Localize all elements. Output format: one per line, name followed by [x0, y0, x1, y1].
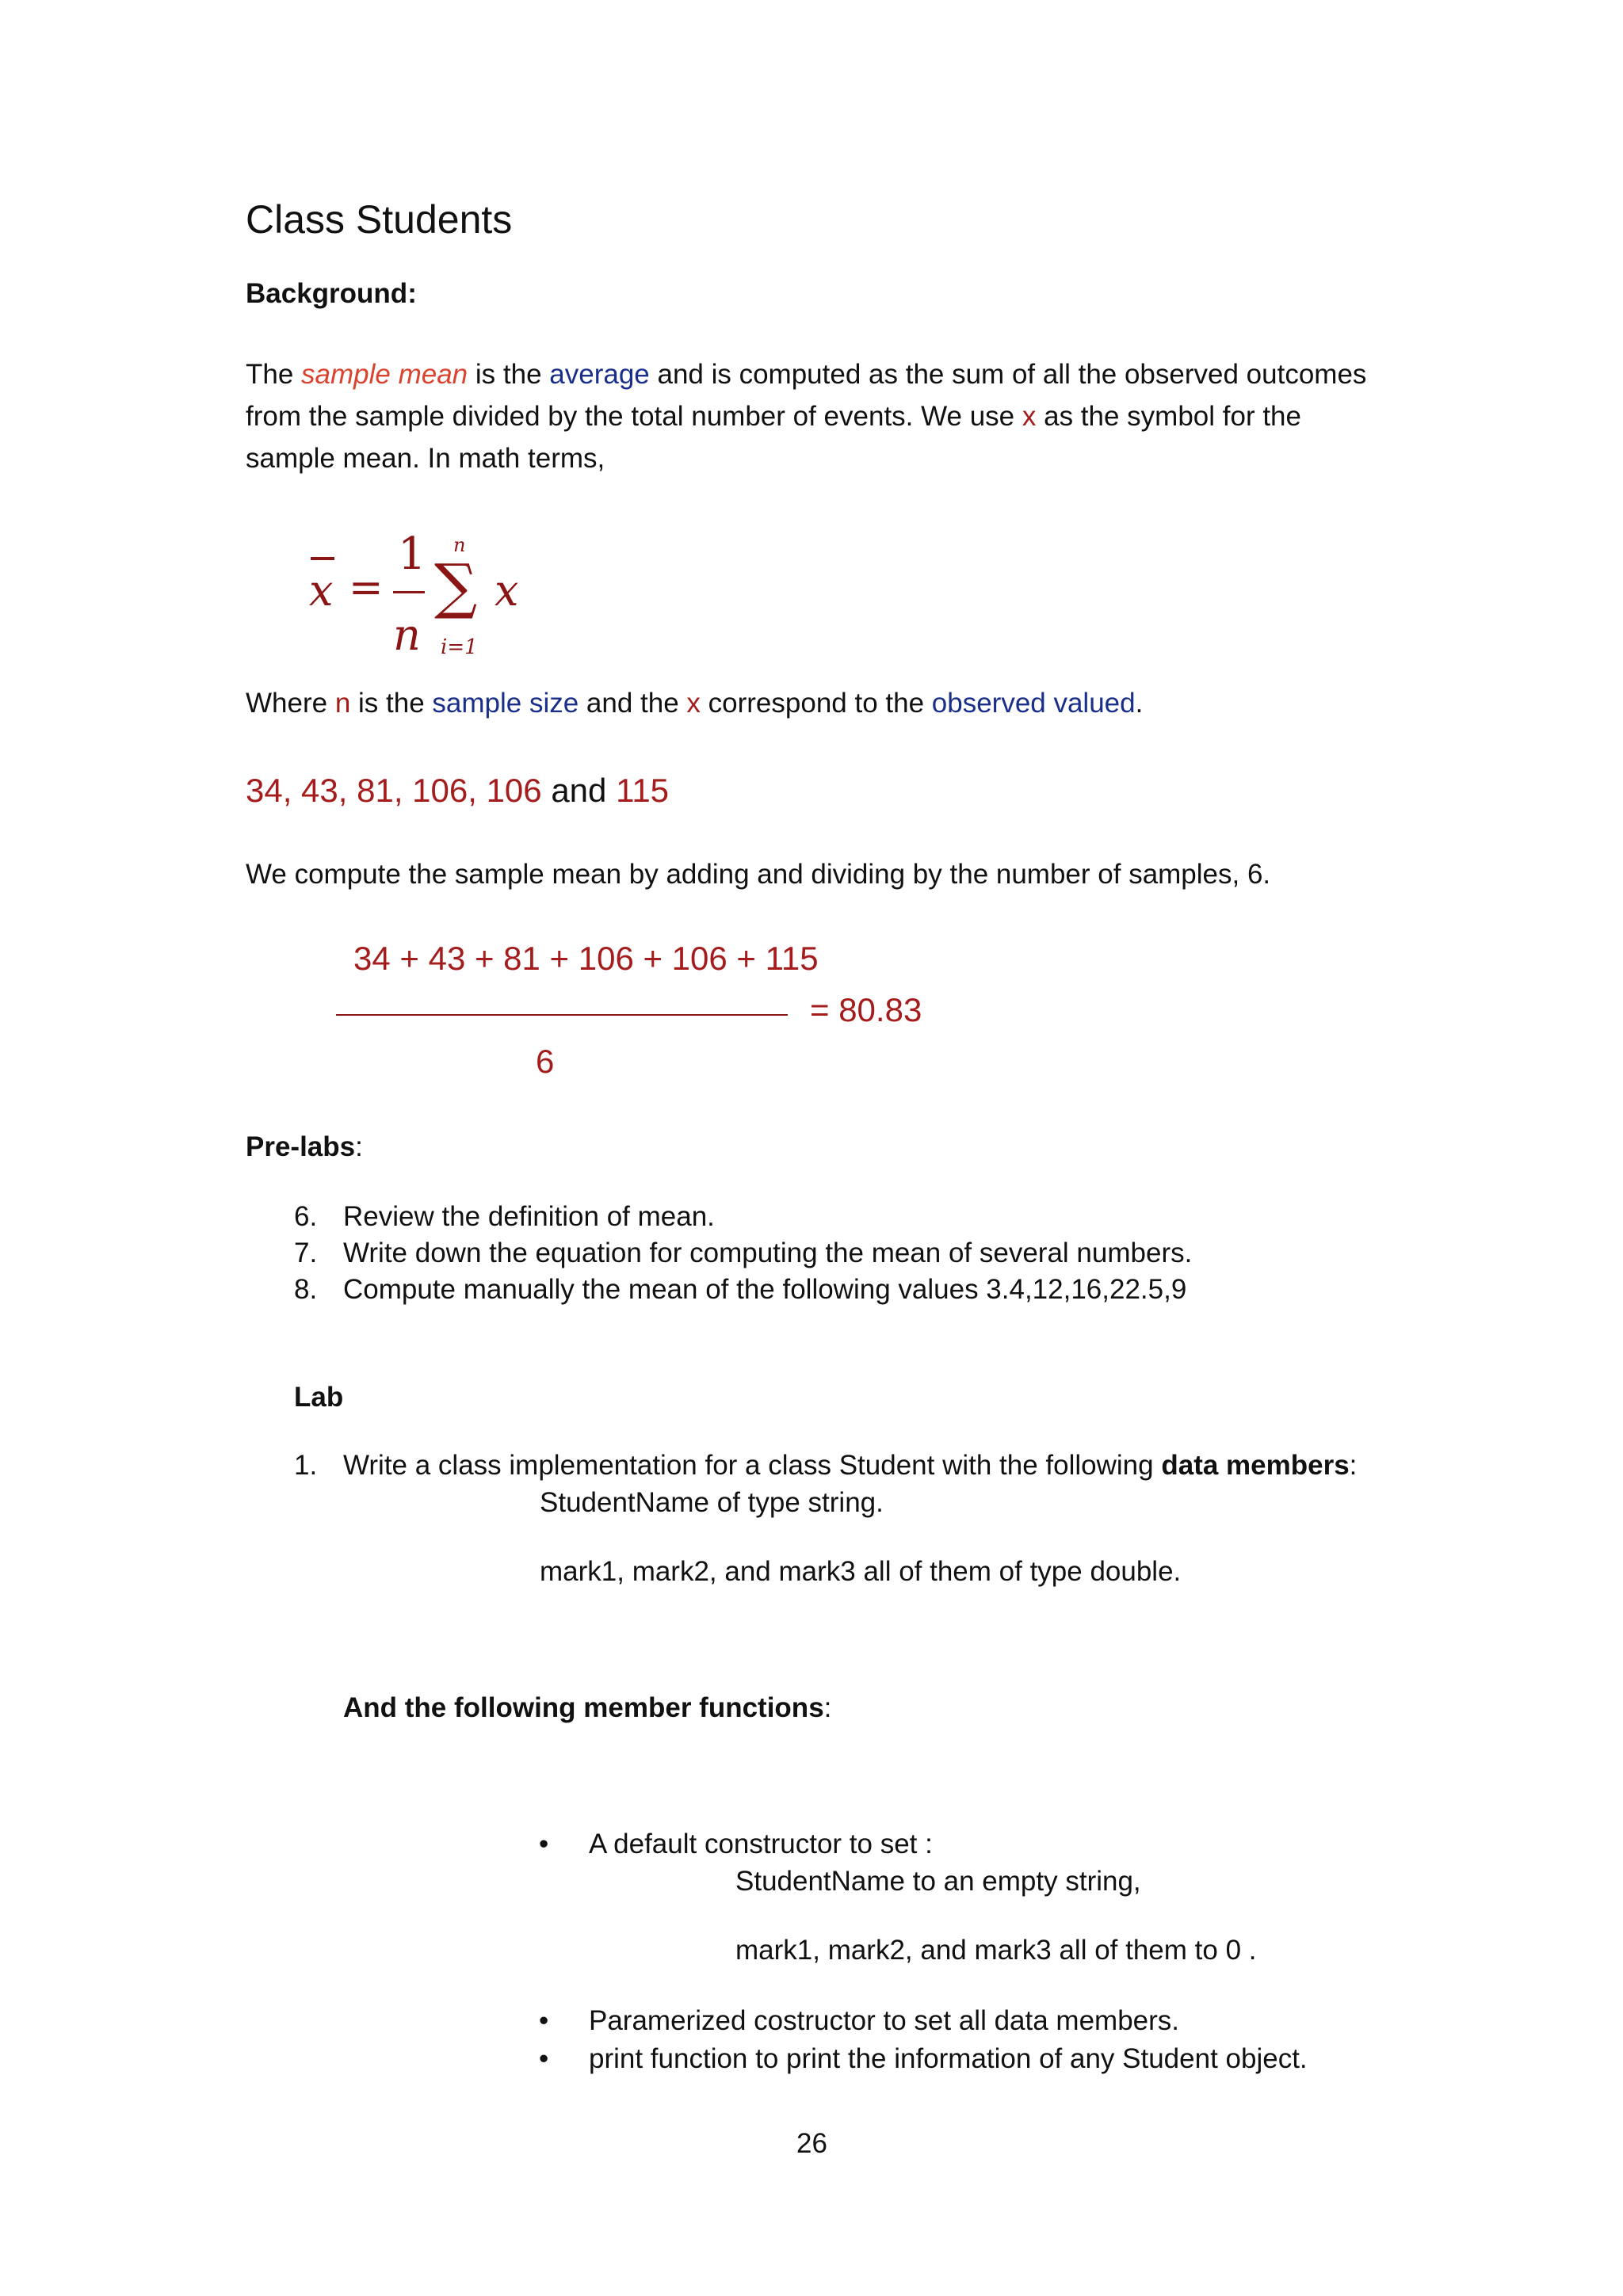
bullet-sub-item: StudentName to an empty string, — [735, 1866, 1141, 1897]
background-line-1: The sample mean is the average and is computed as the sum of all the observed outcomes — [246, 359, 1367, 390]
formula-lhs: x — [309, 566, 334, 616]
data-member-marks: mark1, mark2, and mark3 all of them of type double. — [540, 1556, 1182, 1587]
bullet-icon: • — [539, 2005, 549, 2036]
formula-fraction-bar — [393, 591, 425, 593]
page-title: Class Students — [246, 197, 513, 242]
bullet-default-constructor: A default constructor to set : — [589, 1829, 933, 1859]
sample-mean-term: sample mean — [301, 359, 468, 390]
bullet-icon: • — [539, 2043, 549, 2074]
bullet-print-function: print function to print the information of any Student object. — [589, 2043, 1308, 2074]
prelab-item-text: Review the definition of mean. — [343, 1201, 715, 1232]
formula-denominator: n — [393, 610, 421, 660]
member-functions-heading: And the following member functions: — [343, 1692, 832, 1723]
sample-values: 34, 43, 81, 106, 106 and 115 — [246, 772, 670, 809]
background-line-2: from the sample divided by the total number of events. We use x as the symbol for the — [246, 401, 1301, 432]
formula-numerator: 1 — [398, 528, 426, 580]
formula-upper-limit: n — [453, 534, 466, 556]
sigma-icon: ∑ — [434, 551, 478, 621]
data-member-name: StudentName of type string. — [540, 1487, 884, 1518]
x-symbol: x — [1022, 401, 1037, 432]
formula-lower-limit: i=1 — [441, 635, 478, 659]
prelab-item-num: 7. — [294, 1238, 318, 1268]
compute-text: We compute the sample mean by adding and dividing by the number of samples, 6. — [246, 859, 1271, 890]
formula-equals: = — [349, 564, 384, 612]
bullet-sub-item: mark1, mark2, and mark3 all of them to 0 . — [735, 1935, 1257, 1966]
prelab-item-num: 6. — [294, 1201, 318, 1232]
calc-result: = 80.83 — [810, 991, 922, 1028]
bullet-icon: • — [539, 1829, 549, 1859]
background-heading: Background: — [246, 278, 417, 309]
prelab-item-num: 8. — [294, 1274, 318, 1305]
background-line-3: sample mean. In math terms, — [246, 443, 605, 474]
xbar-bar — [311, 557, 334, 560]
prelab-item-text: Write down the equation for computing the mean of several numbers. — [343, 1238, 1193, 1268]
calc-denominator: 6 — [536, 1043, 555, 1080]
lab-heading: Lab — [294, 1382, 344, 1413]
prelab-item-text: Compute manually the mean of the following values 3.4,12,16,22.5,9 — [343, 1274, 1187, 1305]
lab-item-text: Write a class implementation for a class Student with the following data members: — [343, 1450, 1358, 1481]
prelabs-heading: Pre-labs: — [246, 1131, 363, 1162]
average-term: average — [549, 359, 650, 390]
bullet-parameterized-constructor: Paramerized costructor to set all data members. — [589, 2005, 1180, 2036]
lab-item-num: 1. — [294, 1450, 318, 1481]
calc-fraction-bar — [336, 1014, 788, 1016]
calc-numerator: 34 + 43 + 81 + 106 + 106 + 115 — [353, 940, 819, 977]
formula-summand: x — [495, 566, 519, 616]
page-number: 26 — [796, 2128, 827, 2159]
where-line: Where n is the sample size and the x correspond to the observed valued. — [246, 688, 1144, 719]
